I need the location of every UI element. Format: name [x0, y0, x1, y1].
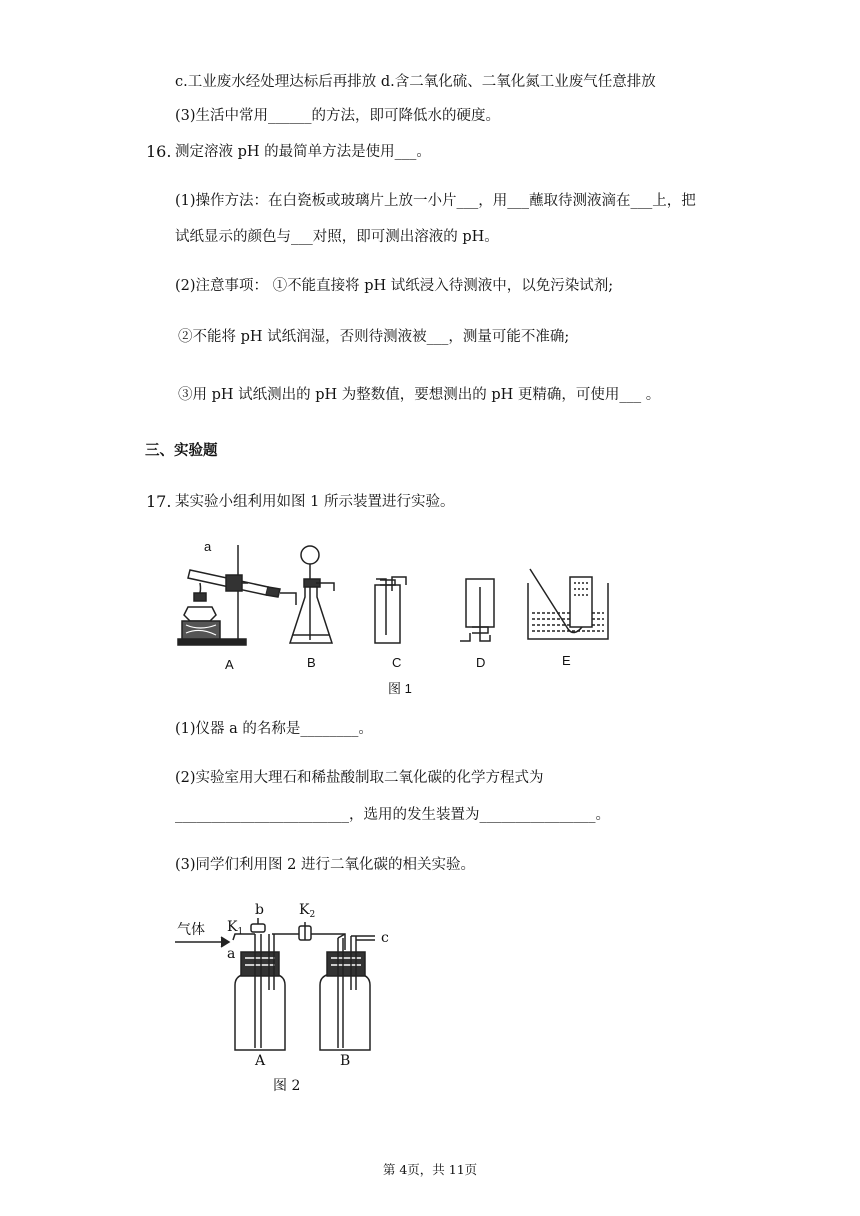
- fig2-gas-label: 气体: [177, 922, 205, 938]
- q16-part2-line1: (2)注意事项： ①不能直接将 pH 试纸浸入待测液中，以免污染试剂;: [175, 278, 614, 294]
- fig1-caption: 图 1: [388, 681, 412, 696]
- q17-stem: 某实验小组利用如图 1 所示装置进行实验。: [175, 494, 455, 510]
- fig1-label-E: E: [562, 653, 571, 668]
- q16-part2-line3: ③用 pH 试纸测出的 pH 为整数值，要想测出的 pH 更精确，可使用___ 。: [178, 387, 661, 403]
- figure-2-apparatus: [175, 900, 415, 1095]
- figure-1-apparatus: [170, 535, 630, 700]
- fig2-label-B: B: [340, 1053, 351, 1069]
- fig2-c: c: [381, 930, 389, 946]
- fig1-label-A: A: [225, 657, 234, 672]
- q16-part1-line1: (1)操作方法：在白瓷板或玻璃片上放一小片___，用___蘸取待测液滴在___上，把: [175, 193, 696, 209]
- q17-part1: (1)仪器 a 的名称是________。: [175, 721, 373, 737]
- fig2-a: a: [227, 946, 236, 962]
- fig1-label-B: B: [307, 655, 316, 670]
- fig2-k2: $K_2$: [299, 902, 316, 920]
- q17-part2-line1: (2)实验室用大理石和稀盐酸制取二氧化碳的化学方程式为: [175, 770, 544, 786]
- fig1-label-C: C: [392, 655, 402, 670]
- option-line-cd: c.工业废水经处理达标后再排放 d.含二氧化硫、二氧化氮工业废气任意排放: [175, 74, 656, 90]
- page-footer: 第 4页，共 11页: [382, 1162, 478, 1177]
- q17-part2-line2: ________________________，选用的发生装置为________________。: [175, 807, 610, 823]
- q17-part3: (3)同学们利用图 2 进行二氧化碳的相关实验。: [175, 857, 475, 873]
- fig2-label-A: A: [255, 1053, 266, 1069]
- fig1-label-D: D: [476, 655, 486, 670]
- q16-part2-line2: ②不能将 pH 试纸润湿，否则待测液被___，测量可能不准确;: [178, 329, 570, 345]
- fig1-label-a: a: [204, 539, 212, 554]
- q16-number: 16.: [146, 142, 172, 161]
- section-title-experiment: 三、实验题: [145, 443, 218, 459]
- fig2-b: b: [255, 902, 264, 918]
- q16-stem: 测定溶液 pH 的最简单方法是使用___。: [175, 144, 431, 160]
- q15-part3: (3)生活中常用______的方法，即可降低水的硬度。: [175, 108, 501, 124]
- q16-part1-line2: 试纸显示的颜色与___对照，即可测出溶液的 pH。: [175, 229, 499, 245]
- q17-number: 17.: [146, 492, 172, 511]
- fig2-k1: $K_1$: [227, 919, 244, 937]
- fig2-caption: 图 2: [273, 1078, 301, 1094]
